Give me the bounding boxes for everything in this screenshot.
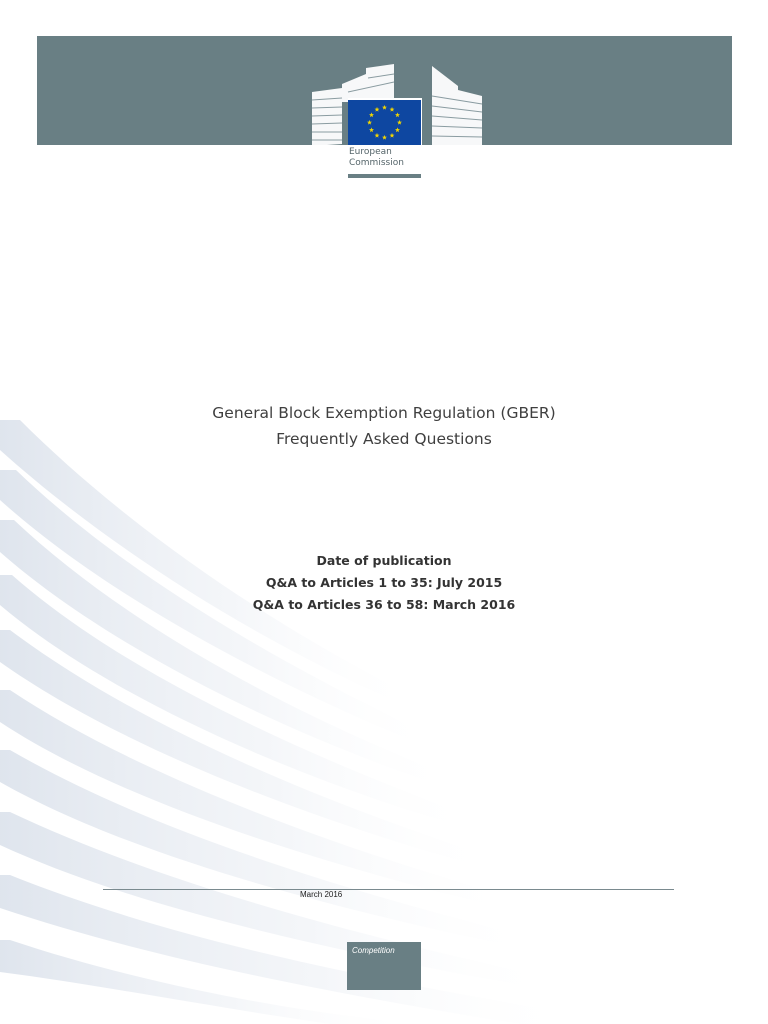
title-line-1: General Block Exemption Regulation (GBER) — [212, 404, 556, 422]
logo-line-1: European — [349, 147, 392, 157]
footer-divider — [103, 889, 674, 890]
publication-info — [0, 550, 768, 616]
title-line-2: Frequently Asked Questions — [276, 430, 492, 448]
logo-wordmark — [349, 147, 421, 169]
competition-section-box — [347, 942, 421, 990]
logo-underline — [348, 174, 421, 178]
publication-line-1: Q&A to Articles 1 to 35: July 2015 — [265, 575, 503, 590]
document-title — [0, 400, 768, 452]
competition-label: Competition — [352, 946, 395, 955]
footer-date: March 2016 — [300, 890, 343, 899]
publication-line-2: Q&A to Articles 36 to 58: March 2016 — [252, 597, 516, 612]
logo-line-2: Commission — [349, 158, 404, 168]
publication-heading: Date of publication — [316, 553, 452, 568]
